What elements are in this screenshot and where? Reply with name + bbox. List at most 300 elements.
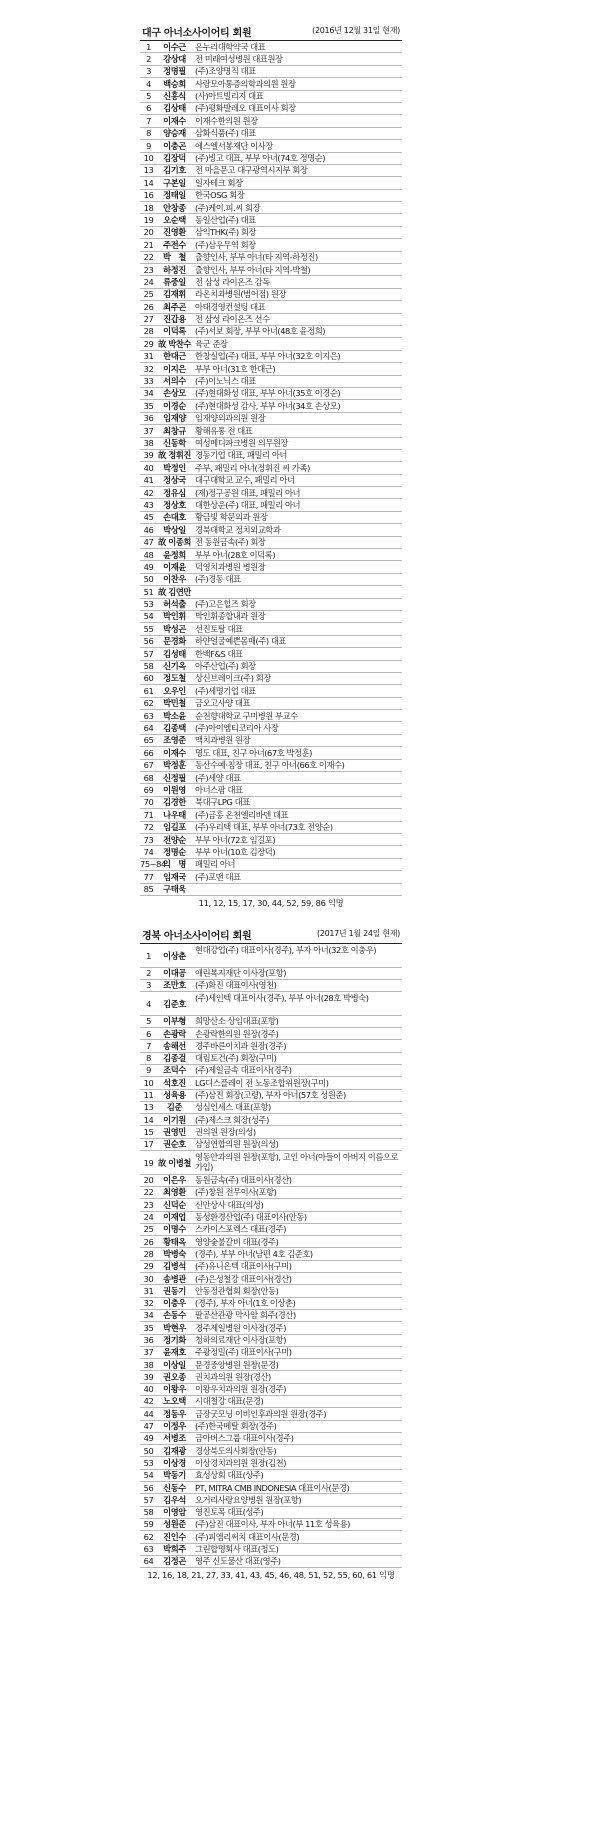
member-name: 권동기 bbox=[163, 1285, 186, 1296]
member-name: 이상춘 bbox=[163, 950, 186, 961]
table-row bbox=[140, 809, 402, 821]
member-number: 56 bbox=[143, 636, 154, 647]
member-number: 9 bbox=[146, 140, 151, 151]
member-description: 이재수한의원 원장 bbox=[195, 115, 258, 126]
member-name: 이부형 bbox=[163, 1016, 186, 1027]
member-number: 58 bbox=[143, 1507, 154, 1518]
table-row bbox=[140, 822, 402, 834]
table-row bbox=[140, 784, 402, 796]
table-row bbox=[140, 735, 402, 747]
member-number: 23 bbox=[143, 1199, 154, 1210]
member-number: 69 bbox=[143, 784, 154, 795]
table-row bbox=[140, 1139, 402, 1151]
member-name: 김종택 bbox=[163, 722, 186, 733]
member-name: 정상호 bbox=[163, 499, 186, 510]
member-name: 이재업 bbox=[163, 1212, 186, 1223]
member-number: 23 bbox=[143, 264, 154, 275]
member-description: (주)케이.피.씨 회장 bbox=[195, 202, 261, 213]
member-description: 청하의료재단 이사장(포항) bbox=[195, 1335, 286, 1345]
member-number: 40 bbox=[143, 462, 154, 473]
table-row bbox=[140, 1224, 402, 1236]
member-description: (주)세명기업 대표 bbox=[195, 685, 256, 696]
member-description: 오거리사랑요양병원 원장(포항) bbox=[195, 1494, 302, 1505]
table-row bbox=[140, 239, 402, 251]
table-row bbox=[140, 944, 402, 968]
member-name: 익 명 bbox=[163, 859, 186, 870]
member-number: 48 bbox=[143, 549, 154, 560]
member-description: 전 미래여성병원 대표원장 bbox=[195, 53, 283, 64]
member-list bbox=[140, 41, 402, 896]
member-description: 이상경치과의원 원장(김천) bbox=[195, 1457, 286, 1468]
member-name: 손상모 bbox=[163, 388, 186, 399]
member-number: 64 bbox=[143, 722, 154, 733]
member-description: (주)조양명직 대표 bbox=[195, 66, 256, 77]
table-row bbox=[140, 1028, 402, 1040]
member-number: 20 bbox=[143, 1175, 154, 1186]
member-name: 박정훈 bbox=[163, 760, 186, 771]
section-title: 대구 아너소사이어티 회원 bbox=[142, 28, 252, 39]
member-number: 56 bbox=[143, 1482, 154, 1493]
member-name: 서의수 bbox=[163, 376, 186, 387]
table-row bbox=[140, 338, 402, 350]
table-row bbox=[140, 1273, 402, 1285]
member-number: 40 bbox=[143, 1384, 154, 1395]
member-description: (경주), 부부 아너(남편 4호 김준호) bbox=[195, 1248, 313, 1259]
member-number: 27 bbox=[143, 314, 154, 325]
table-row bbox=[140, 524, 402, 536]
member-number: 34 bbox=[143, 1310, 154, 1321]
member-name: 권영민 bbox=[163, 1126, 186, 1137]
table-row bbox=[140, 1175, 402, 1187]
member-name: 정명필 bbox=[163, 66, 186, 77]
member-name: 정태일 bbox=[163, 190, 186, 201]
member-name: 노오택 bbox=[163, 1396, 186, 1407]
member-description: 순천향대학교 구미병원 부교수 bbox=[195, 710, 298, 721]
member-number: 39 bbox=[143, 1371, 154, 1382]
table-row bbox=[140, 1457, 402, 1469]
table-row bbox=[140, 586, 402, 598]
member-number: 16 bbox=[143, 190, 154, 201]
table-row bbox=[140, 846, 402, 858]
table-row bbox=[140, 710, 402, 722]
member-name: 김종걸 bbox=[163, 1053, 186, 1064]
table-row bbox=[140, 611, 402, 623]
member-name: 임길포 bbox=[163, 822, 186, 833]
member-number: 4 bbox=[146, 78, 151, 89]
member-description: 하얀얼굴예쁜몸매(주) 대표 bbox=[195, 636, 286, 647]
member-description: (주)평화발레오 대표이사 회장 bbox=[195, 103, 296, 114]
member-number: 73 bbox=[143, 834, 154, 845]
table-row bbox=[140, 165, 402, 177]
table-row bbox=[140, 1199, 402, 1211]
table-row bbox=[140, 1359, 402, 1371]
member-description: 전 삼성 라이온즈 선수 bbox=[195, 314, 270, 325]
member-name: 권오종 bbox=[163, 1371, 186, 1382]
table-row bbox=[140, 264, 402, 276]
table-row bbox=[140, 128, 402, 140]
member-description bbox=[192, 884, 402, 895]
section-title: 경북 아너소사이어티 회원 bbox=[142, 931, 252, 942]
table-row bbox=[140, 78, 402, 90]
member-number: 31 bbox=[143, 351, 154, 362]
member-number: 77 bbox=[143, 871, 154, 882]
table-row bbox=[140, 425, 402, 437]
member-description: 맥치과병원 원장 bbox=[195, 735, 251, 746]
member-name: 이찬우 bbox=[163, 574, 186, 585]
member-name: 김준 bbox=[166, 1102, 183, 1113]
member-name: 이상일 bbox=[163, 1359, 186, 1370]
table-row bbox=[140, 1236, 402, 1248]
member-name: 이재수 bbox=[163, 115, 186, 126]
member-number: 26 bbox=[143, 301, 154, 312]
member-number: 57 bbox=[143, 648, 154, 659]
member-name: 김재광 bbox=[163, 1445, 186, 1456]
table-row bbox=[140, 1261, 402, 1273]
member-number: 65 bbox=[143, 735, 154, 746]
table-row bbox=[140, 722, 402, 734]
member-number: 3 bbox=[146, 66, 151, 77]
member-description: (주)제일금속 대표이사(경주) bbox=[195, 1065, 292, 1076]
table-row bbox=[140, 1544, 402, 1556]
member-number: 63 bbox=[143, 710, 154, 721]
anonymous-note: 11, 12, 15, 17, 30, 44, 52, 59, 86 익명 bbox=[198, 897, 344, 908]
member-description: 영동안과의원 원장(포항), 고인 아너(아들이 아버지 이름으로 가입) bbox=[195, 1151, 399, 1172]
member-description: 안동정관협회 회장(안동) bbox=[195, 1285, 279, 1296]
member-number: 15 bbox=[143, 1126, 154, 1137]
member-description: (주)세인텍 대표이사(경주), 부부 아너(28호 박병숙) bbox=[195, 992, 369, 1003]
member-name: 이영암 bbox=[163, 1507, 186, 1518]
member-description: (주)세양 대표 bbox=[195, 772, 241, 783]
member-description: (주)고은힐즈 회장 bbox=[195, 599, 256, 610]
table-row bbox=[140, 1494, 402, 1506]
table-row bbox=[140, 1556, 402, 1568]
table-row bbox=[140, 475, 402, 487]
member-description: 대림토건(주) 회장(구미) bbox=[195, 1053, 277, 1064]
member-name: 김장덕 bbox=[163, 153, 186, 164]
member-number: 28 bbox=[143, 326, 154, 337]
member-description: 부부 아너(31호 한대근) bbox=[195, 363, 276, 374]
member-name: 이상경 bbox=[163, 1457, 186, 1468]
member-description: (주)서보 회장, 부부 아너(48호 윤정희) bbox=[195, 326, 326, 337]
member-description: 라온치과병원(범어점) 원장 bbox=[195, 289, 286, 300]
member-number: 30 bbox=[143, 1273, 154, 1284]
table-row bbox=[140, 1065, 402, 1077]
member-number: 42 bbox=[143, 1396, 154, 1407]
member-description: (주)삼진 회장(고령), 부자 아너(57호 성원준) bbox=[195, 1090, 346, 1101]
member-description: 동산수예·침장 대표, 친구 아너(66호 이재수) bbox=[195, 760, 345, 771]
table-row bbox=[140, 1322, 402, 1334]
member-description: PT, MITRA CMB INDONESIA 대표이사(문경) bbox=[195, 1482, 350, 1493]
member-description: 그린합명회사 대표(청도) bbox=[195, 1544, 279, 1555]
member-name: 허석출 bbox=[163, 599, 186, 610]
table-row bbox=[140, 648, 402, 660]
member-description: 문경중앙병원 원장(문경) bbox=[195, 1359, 279, 1370]
member-name: 이지은 bbox=[163, 363, 186, 374]
table-row bbox=[140, 326, 402, 338]
member-name: 조덕수 bbox=[163, 1065, 186, 1076]
member-description: (주)피엠리써치 대표이사(문경) bbox=[195, 1531, 300, 1542]
table-row bbox=[140, 1519, 402, 1531]
member-name: 신정필 bbox=[163, 772, 186, 783]
member-number: 55 bbox=[143, 623, 154, 634]
member-number: 85 bbox=[143, 884, 154, 895]
table-row bbox=[140, 549, 402, 561]
member-name: 오순택 bbox=[163, 214, 186, 225]
member-description: 경북대학교 정치외교학과 bbox=[195, 524, 281, 535]
table-row bbox=[140, 797, 402, 809]
member-name: 신동수 bbox=[163, 1482, 186, 1493]
member-description: (주)이노닉스 대표 bbox=[195, 376, 256, 387]
member-description: 권의원 원장(의성) bbox=[195, 1126, 256, 1137]
table-row bbox=[140, 413, 402, 425]
member-name: 신덕순 bbox=[163, 1199, 186, 1210]
table-row bbox=[140, 871, 402, 883]
member-number: 60 bbox=[143, 673, 154, 684]
member-name: 송병관 bbox=[163, 1273, 186, 1284]
member-description: LG디스플레이 전 노동조합위원장(구미) bbox=[195, 1077, 329, 1088]
member-number: 11 bbox=[143, 1090, 154, 1101]
table-row bbox=[140, 1053, 402, 1065]
member-name: 강상대 bbox=[163, 53, 186, 64]
table-row bbox=[140, 1187, 402, 1199]
member-name: 윤정희 bbox=[163, 549, 186, 560]
table-row bbox=[140, 301, 402, 313]
member-description: 금아버스그룹 대표이사(경주) bbox=[195, 1433, 294, 1444]
table-row bbox=[140, 1040, 402, 1052]
member-name: 백승희 bbox=[163, 78, 186, 89]
table-row bbox=[140, 190, 402, 202]
member-name: 박현우 bbox=[163, 1322, 186, 1333]
member-description: (주)아이엠티코리아 사장 bbox=[195, 722, 279, 733]
member-list bbox=[140, 944, 402, 1568]
member-description: (주)유니온텍 대표이사(구미) bbox=[195, 1261, 292, 1272]
member-description: 스카이스포렉스 대표(경주) bbox=[195, 1224, 286, 1235]
member-name: 손광락 bbox=[163, 1028, 186, 1039]
table-row bbox=[140, 388, 402, 400]
table-row bbox=[140, 351, 402, 363]
member-description: 에스엘서봉재단 이사장 bbox=[195, 140, 273, 151]
table-row bbox=[140, 1151, 402, 1175]
table-row bbox=[140, 1335, 402, 1347]
member-number: 58 bbox=[143, 661, 154, 672]
member-number: 38 bbox=[143, 1359, 154, 1370]
member-number: 22 bbox=[143, 252, 154, 263]
member-number: 43 bbox=[143, 499, 154, 510]
member-description: 삼익THK(주) 회장 bbox=[195, 227, 256, 238]
member-name: 나우태 bbox=[163, 809, 186, 820]
member-description: (주)현대화성 대표, 부부 아너(35호 이경순) bbox=[195, 388, 341, 399]
table-row bbox=[140, 1396, 402, 1408]
section-date: (2017년 1월 24일 현재) bbox=[316, 929, 400, 938]
member-number: 47 bbox=[143, 537, 154, 548]
member-description: 명도 대표, 친구 아너(67호 박정훈) bbox=[195, 747, 312, 758]
table-row bbox=[140, 140, 402, 152]
member-name: 최영환 bbox=[163, 1187, 186, 1198]
member-name: 박정인 bbox=[163, 462, 186, 473]
member-description: (주)현대화성 감사, 부부 아너(34호 손상모) bbox=[195, 400, 341, 411]
member-number: 6 bbox=[146, 103, 151, 114]
member-number: 19 bbox=[143, 1157, 154, 1168]
table-row bbox=[140, 623, 402, 635]
member-name: 정유심 bbox=[163, 487, 186, 498]
member-description: 부부 아너(72호 임길포) bbox=[195, 834, 276, 845]
member-number: 64 bbox=[143, 1556, 154, 1567]
member-number: 61 bbox=[143, 685, 154, 696]
member-name: 하정진 bbox=[163, 264, 186, 275]
member-name: 故 박찬수 bbox=[158, 338, 191, 349]
member-description: 덕영치과병원 병원장 bbox=[195, 561, 266, 572]
member-name: 박인휘 bbox=[163, 611, 186, 622]
member-number: 35 bbox=[143, 400, 154, 411]
member-description: 이왕우치과의원 원장(경주) bbox=[195, 1384, 286, 1395]
member-name: 조만호 bbox=[163, 980, 186, 991]
table-row bbox=[140, 1445, 402, 1457]
member-description: 황해유통 전 대표 bbox=[195, 425, 253, 436]
member-name: 윤재호 bbox=[163, 1347, 186, 1358]
member-name: 안창종 bbox=[163, 202, 186, 213]
member-name: 이충우 bbox=[163, 1298, 186, 1309]
member-name: 김정곤 bbox=[163, 1556, 186, 1567]
member-name: 故 정휘진 bbox=[158, 450, 191, 461]
member-name: 진영환 bbox=[163, 227, 186, 238]
member-name: 이수근 bbox=[163, 41, 186, 52]
table-row bbox=[140, 968, 402, 980]
member-number: 13 bbox=[143, 165, 154, 176]
table-row bbox=[140, 561, 402, 573]
table-row bbox=[140, 772, 402, 784]
table-row bbox=[140, 438, 402, 450]
member-description: 삼화식품(주) 대표 bbox=[195, 128, 256, 139]
member-description: 동성환경산업(주) 대표이사(안동) bbox=[195, 1212, 307, 1223]
member-name: 이충곤 bbox=[163, 140, 186, 151]
member-description: 영양숯불갈비 대표(경주) bbox=[195, 1236, 279, 1247]
table-row bbox=[140, 462, 402, 474]
member-number: 29 bbox=[143, 338, 154, 349]
member-description: 일자테크 회장 bbox=[195, 177, 243, 188]
table-row bbox=[140, 1285, 402, 1297]
member-description: 경주바른이치과 원장(경주) bbox=[195, 1040, 286, 1051]
table-row bbox=[140, 177, 402, 189]
member-name: 이경순 bbox=[163, 400, 186, 411]
member-number: 34 bbox=[143, 388, 154, 399]
member-number: 5 bbox=[146, 1016, 151, 1027]
member-name: 서병조 bbox=[163, 1433, 186, 1444]
table-row bbox=[140, 376, 402, 388]
member-number: 71 bbox=[143, 809, 154, 820]
member-number: 36 bbox=[143, 1335, 154, 1345]
member-number: 59 bbox=[143, 1519, 154, 1530]
table-row bbox=[140, 1347, 402, 1359]
member-description: (주)은성철강 대표이사(경산) bbox=[195, 1273, 292, 1284]
table-row bbox=[140, 980, 402, 992]
member-number: 2 bbox=[146, 968, 151, 979]
member-number: 3 bbox=[146, 980, 151, 991]
member-number: 46 bbox=[143, 524, 154, 535]
member-number: 54 bbox=[143, 611, 154, 622]
table-row bbox=[140, 487, 402, 499]
member-number: 6 bbox=[146, 1028, 151, 1039]
member-description: (사)아트빌리지 대표 bbox=[195, 91, 264, 102]
member-name: 이기원 bbox=[163, 1114, 186, 1125]
table-row bbox=[140, 499, 402, 511]
member-name: 정동우 bbox=[163, 1408, 186, 1419]
member-description: 육군 준장 bbox=[195, 338, 228, 349]
table-row bbox=[140, 1102, 402, 1114]
member-name: 임재국 bbox=[163, 871, 186, 882]
member-description: 금장굿모닝 이비인후과의원 원장(경주) bbox=[195, 1408, 326, 1419]
member-name: 김성태 bbox=[163, 648, 186, 659]
table-row bbox=[140, 1298, 402, 1310]
member-number: 28 bbox=[143, 1248, 154, 1259]
table-row bbox=[140, 1421, 402, 1433]
member-number: 14 bbox=[143, 177, 154, 188]
member-number: 38 bbox=[143, 438, 154, 448]
member-number: 5 bbox=[146, 91, 151, 102]
member-description: 애린복지재단 이사장(포항) bbox=[195, 968, 286, 979]
member-number: 21 bbox=[143, 239, 154, 250]
member-name: 김재휘 bbox=[163, 289, 186, 300]
member-description: 경상북도의사회장(안동) bbox=[195, 1445, 277, 1456]
member-description: 시대철강 대표(문경) bbox=[195, 1396, 264, 1407]
member-number: 33 bbox=[143, 376, 154, 387]
table-row bbox=[140, 1016, 402, 1028]
member-number: 36 bbox=[143, 413, 154, 424]
table-row bbox=[140, 400, 402, 412]
member-number: 9 bbox=[146, 1065, 151, 1076]
member-number: 8 bbox=[146, 128, 151, 139]
table-row bbox=[140, 834, 402, 846]
member-description: 패밀리 아너 bbox=[195, 859, 236, 870]
table-row bbox=[140, 574, 402, 586]
member-number: 66 bbox=[143, 747, 154, 758]
member-number: 7 bbox=[146, 1040, 151, 1051]
member-number: 62 bbox=[143, 1531, 154, 1542]
member-number: 1 bbox=[146, 950, 151, 961]
member-description: 대한상운(주) 대표, 패밀리 아너 bbox=[195, 499, 301, 510]
member-description: 부부 아너(10호 김장덕) bbox=[195, 846, 276, 857]
member-name: 석호진 bbox=[163, 1077, 186, 1088]
member-number: 51 bbox=[143, 586, 154, 597]
table-row bbox=[140, 1433, 402, 1445]
member-description: 전 삼성 라이온즈 감독 bbox=[195, 276, 270, 287]
table-row bbox=[140, 153, 402, 165]
member-number: 10 bbox=[143, 1077, 154, 1088]
table-row bbox=[140, 537, 402, 549]
member-number: 8 bbox=[146, 1053, 151, 1064]
member-number: 53 bbox=[143, 1457, 154, 1468]
member-description: 신안상사 대표(의성) bbox=[195, 1199, 264, 1210]
member-name: 이은우 bbox=[163, 1175, 186, 1186]
member-name: 양승재 bbox=[163, 128, 186, 139]
member-number: 37 bbox=[143, 1347, 154, 1358]
member-number: 74 bbox=[143, 846, 154, 857]
member-description: 선진토탈 대표 bbox=[195, 623, 243, 634]
member-name: 故 이종희 bbox=[158, 537, 191, 548]
table-row bbox=[140, 53, 402, 65]
table-row bbox=[140, 1408, 402, 1420]
member-description: (주)창원 전무이사(포항) bbox=[195, 1187, 277, 1198]
member-number: 47 bbox=[143, 1421, 154, 1432]
member-name: 정상국 bbox=[163, 475, 186, 486]
member-description: (주)우리택 대표, 부부 아너(73호 전양순) bbox=[195, 822, 333, 833]
table-row bbox=[140, 599, 402, 611]
table-row bbox=[140, 884, 402, 896]
table-row bbox=[140, 1310, 402, 1322]
anonymous-note: 12, 16, 18, 21, 27, 33, 41, 43, 45, 46, 48, 51, 52, 55, 60, 61 익명 bbox=[147, 1570, 395, 1581]
member-description: 대구대학교 교수, 패밀리 아너 bbox=[195, 475, 295, 486]
member-number: 32 bbox=[143, 363, 154, 374]
member-description: 동원금속(주) 대표이사(경산) bbox=[195, 1175, 292, 1186]
